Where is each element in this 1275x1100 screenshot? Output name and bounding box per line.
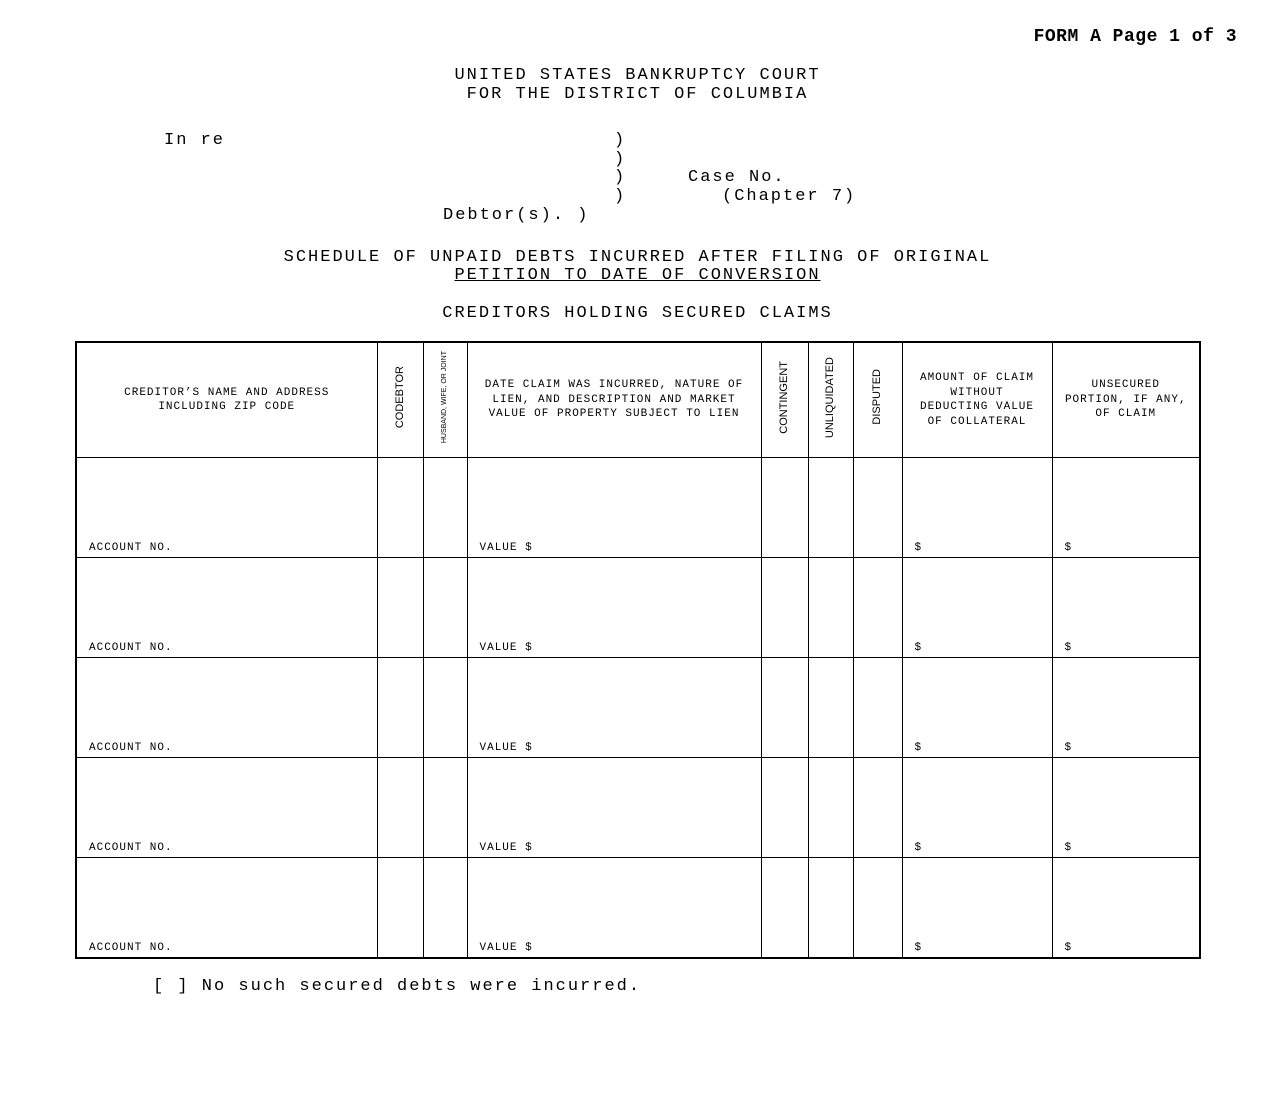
header-creditor-text: CREDITOR’S NAME AND ADDRESS INCLUDING ZIP CODE [124,386,330,413]
header-codebtor-text: CODEBTOR [393,366,406,429]
creditor-cell[interactable] [76,858,377,959]
header-disputed [853,342,902,458]
date-claim-cell[interactable] [467,558,761,658]
account-no-label: ACCOUNT NO. [89,742,173,754]
amount-dollar: $ [914,842,923,854]
caption-paren-3: ) [614,168,627,187]
amount-cell[interactable] [902,458,1052,558]
codebtor-cell[interactable] [377,858,423,959]
amount-dollar: $ [914,642,923,654]
debtor-label: Debtor(s). ) [443,206,590,225]
schedule-title: SCHEDULE OF UNPAID DEBTS INCURRED AFTER FILING OF ORIGINAL [283,248,992,267]
disputed-cell[interactable] [853,558,902,658]
unliquidated-cell[interactable] [808,458,853,558]
date-claim-cell[interactable] [467,858,761,959]
header-amount [902,342,1052,458]
header-codebtor [377,342,423,458]
section-title: CREDITORS HOLDING SECURED CLAIMS [442,304,833,323]
codebtor-cell[interactable] [377,658,423,758]
contingent-cell[interactable] [761,658,808,758]
date-claim-cell[interactable] [467,458,761,558]
codebtor-cell[interactable] [377,558,423,658]
unliquidated-cell[interactable] [808,858,853,959]
in-re-label: In re [164,131,226,150]
account-no-label: ACCOUNT NO. [89,842,173,854]
unliquidated-cell[interactable] [808,758,853,858]
unsecured-cell[interactable] [1052,758,1200,858]
disputed-cell[interactable] [853,758,902,858]
case-number-label: Case No. [688,168,786,187]
value-label: VALUE $ [479,542,533,554]
unsecured-dollar: $ [1064,642,1073,654]
hwj-cell[interactable] [423,758,467,858]
amount-dollar: $ [914,542,923,554]
disputed-cell[interactable] [853,458,902,558]
header-amount-text: AMOUNT OF CLAIM WITHOUT DEDUCTING VALUE OF COLLATERAL [919,372,1035,428]
court-district: FOR THE DISTRICT OF COLUMBIA [466,85,809,104]
schedule-subtitle-text: PETITION TO DATE OF CONVERSION [454,266,821,285]
amount-cell[interactable] [902,658,1052,758]
unsecured-cell[interactable] [1052,658,1200,758]
unliquidated-cell[interactable] [808,558,853,658]
table-header-row [76,342,1200,458]
codebtor-cell[interactable] [377,458,423,558]
contingent-cell[interactable] [761,558,808,658]
caption-paren-1: ) [614,131,627,150]
caption-paren-2: ) [614,150,627,169]
court-name: UNITED STATES BANKRUPTCY COURT [454,66,821,85]
account-no-label: ACCOUNT NO. [89,942,173,954]
chapter-label: (Chapter 7) [722,187,857,206]
codebtor-cell[interactable] [377,758,423,858]
date-claim-cell[interactable] [467,658,761,758]
value-label: VALUE $ [479,742,533,754]
contingent-cell[interactable] [761,858,808,959]
unsecured-cell[interactable] [1052,458,1200,558]
creditor-cell[interactable] [76,758,377,858]
header-unsecured-text: UNSECURED PORTION, IF ANY, OF CLAIM [1064,379,1187,421]
contingent-cell[interactable] [761,458,808,558]
unsecured-dollar: $ [1064,842,1073,854]
creditor-cell[interactable] [76,558,377,658]
header-hwj [423,342,467,458]
hwj-cell[interactable] [423,858,467,959]
amount-dollar: $ [914,942,923,954]
creditor-cell[interactable] [76,458,377,558]
header-unliquidated [808,342,853,458]
header-unsecured [1052,342,1200,458]
creditor-cell[interactable] [76,658,377,758]
hwj-cell[interactable] [423,458,467,558]
secured-claims-table [75,341,1201,959]
value-label: VALUE $ [479,942,533,954]
header-date-claim-text: DATE CLAIM WAS INCURRED, NATURE OF LIEN, AND DESCRIPTION AND MARKET VALUE OF PROPERTY SUBJECT TO LIEN [484,379,744,421]
form-identifier: FORM A Page 1 of 3 [1033,27,1237,47]
header-contingent-text: CONTINGENT [778,360,791,434]
header-creditor [76,342,377,458]
table-row [76,658,1200,758]
amount-dollar: $ [914,742,923,754]
table-row [76,458,1200,558]
value-label: VALUE $ [479,842,533,854]
unliquidated-cell[interactable] [808,658,853,758]
unsecured-dollar: $ [1064,542,1073,554]
table-row [76,858,1200,959]
disputed-cell[interactable] [853,658,902,758]
header-contingent [761,342,808,458]
value-label: VALUE $ [479,642,533,654]
contingent-cell[interactable] [761,758,808,858]
hwj-cell[interactable] [423,658,467,758]
unsecured-dollar: $ [1064,742,1073,754]
date-claim-cell[interactable] [467,758,761,858]
unsecured-cell[interactable] [1052,858,1200,959]
schedule-subtitle [0,266,1275,285]
amount-cell[interactable] [902,858,1052,959]
account-no-label: ACCOUNT NO. [89,642,173,654]
unsecured-cell[interactable] [1052,558,1200,658]
no-secured-debts-checkbox[interactable]: [ ] No such secured debts were incurred. [153,977,642,996]
disputed-cell[interactable] [853,858,902,959]
amount-cell[interactable] [902,558,1052,658]
table-row [76,558,1200,658]
header-unliquidated-text: UNLIQUIDATED [824,356,837,438]
amount-cell[interactable] [902,758,1052,858]
caption-paren-4: ) [614,187,627,206]
account-no-label: ACCOUNT NO. [89,542,173,554]
unsecured-dollar: $ [1064,942,1073,954]
hwj-cell[interactable] [423,558,467,658]
table-row [76,758,1200,858]
header-date-claim [467,342,761,458]
header-hwj-text: HUSBAND, WIFE, OR JOINT [440,351,448,444]
header-disputed-text: DISPUTED [871,369,884,426]
